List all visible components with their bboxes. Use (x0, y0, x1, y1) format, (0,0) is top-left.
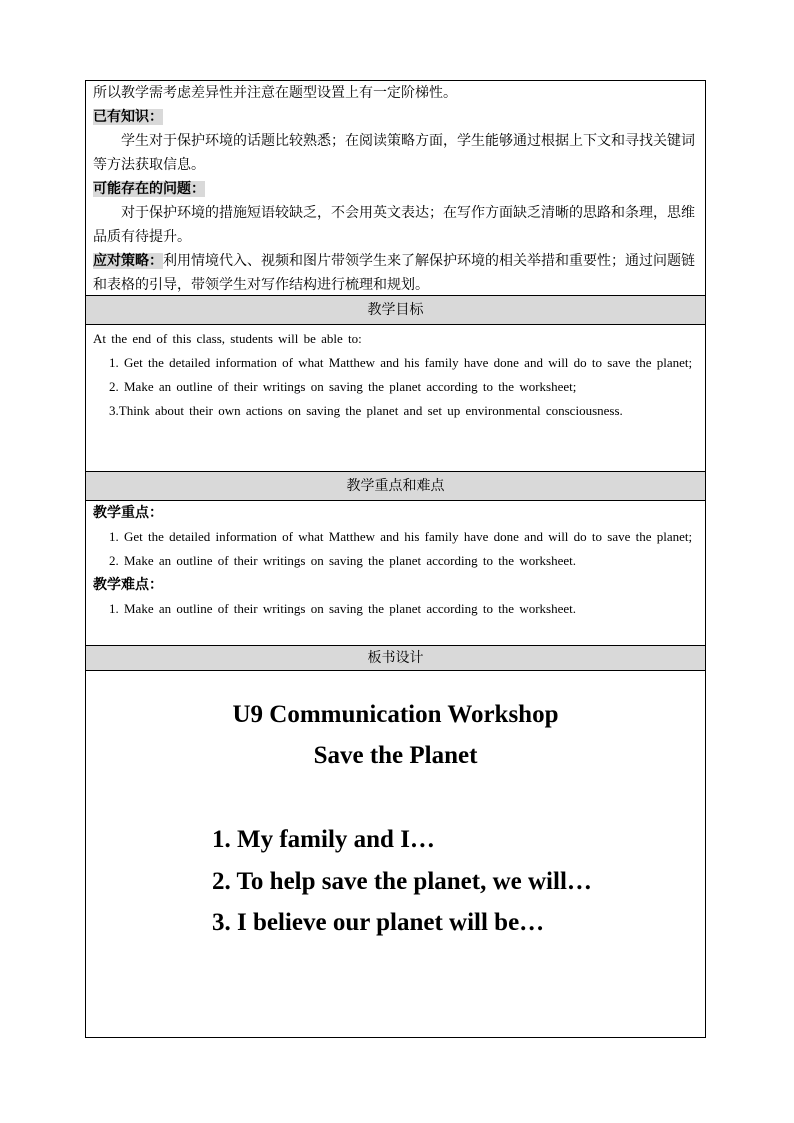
board-item: 3. I believe our planet will be… (212, 909, 545, 936)
situation-section (86, 81, 705, 297)
situation-line: 所以教学需考虑差异性并注意在题型设置上有一定阶梯性。 (93, 85, 457, 101)
key-points-label: 教学重点： (93, 505, 163, 521)
objective-item: 2. Make an outline of their writings on saving the planet according to the worksheet; (109, 379, 577, 394)
lesson-plan-table (85, 80, 706, 1038)
objectives-intro: At the end of this class, students will be able to: (93, 331, 362, 346)
difficulty-label: 教学难点： (93, 577, 163, 593)
objectives-header: 教学目标 (86, 295, 705, 325)
board-header: 板书设计 (86, 645, 705, 671)
strategy-text: 利用情境代入、视频和图片带领学生来了解保护环境的相关举措和重要性；通过问题链和表格的引导，带领学生对写作结构进行梳理和规划。 (93, 253, 695, 293)
board-title-unit: U9 Communication Workshop (232, 701, 559, 728)
focus-section (86, 501, 705, 621)
key-point-item: 1. Get the detailed information of what Matthew and his family have done and will do to save the planet; (109, 529, 693, 544)
known-label: 已有知识： (93, 109, 163, 125)
board-item: 2. To help save the planet, we will… (212, 868, 592, 895)
board-title-topic: Save the Planet (313, 742, 478, 769)
problems-label: 可能存在的问题： (93, 181, 205, 197)
known-text: 学生对于保护环境的话题比较熟悉；在阅读策略方面，学生能够通过根据上下文和寻找关键词等方法获取信息。 (93, 133, 695, 173)
board-item: 1. My family and I… (212, 826, 435, 853)
strategy-label: 应对策略： (93, 253, 163, 269)
key-point-item: 2. Make an outline of their writings on saving the planet according to the worksheet. (109, 553, 576, 568)
focus-header: 教学重点和难点 (86, 471, 705, 501)
board-design (86, 671, 705, 1037)
objectives-section (86, 327, 705, 423)
strategy-paragraph (93, 249, 698, 297)
problems-text: 对于保护环境的措施短语较缺乏，不会用英文表达；在写作方面缺乏清晰的思路和条理，思维品质有待提升。 (93, 205, 695, 245)
difficulty-item: 1. Make an outline of their writings on saving the planet according to the worksheet. (109, 601, 576, 616)
objective-item: 3.Think about their own actions on saving the planet and set up environmental consciousness. (109, 403, 623, 418)
objective-item: 1. Get the detailed information of what Matthew and his family have done and will do to save the planet; (109, 355, 693, 370)
